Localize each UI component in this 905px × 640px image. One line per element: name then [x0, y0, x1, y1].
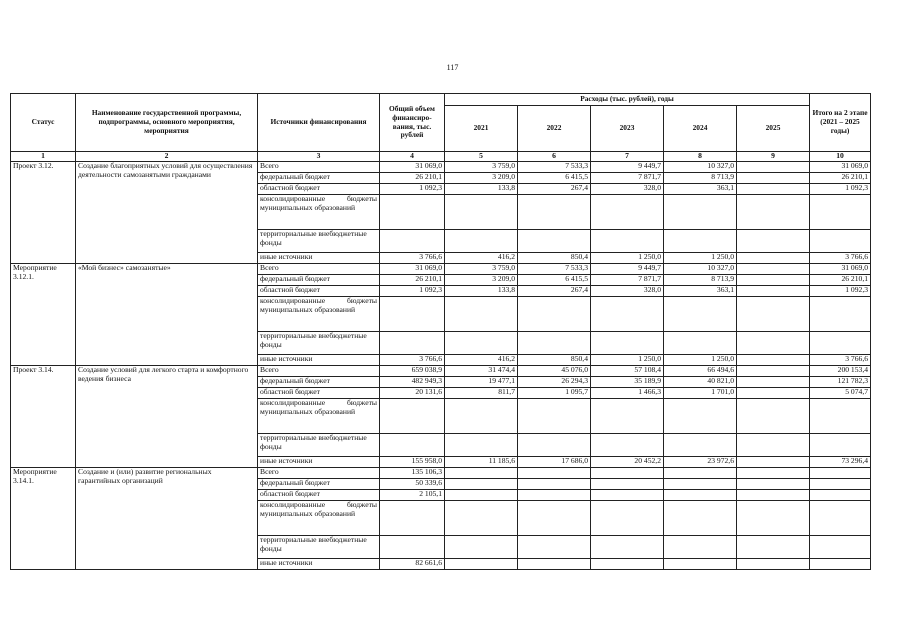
value-cell-y2022	[518, 468, 591, 479]
value-cell-y2024: 10 327,0	[664, 162, 737, 173]
column-number: 3	[258, 152, 380, 162]
value-cell-y2021	[445, 230, 518, 253]
value-cell-itogo: 1 092,3	[810, 184, 871, 195]
value-cell-y2021: 133,8	[445, 184, 518, 195]
value-cell-y2025	[737, 501, 810, 536]
value-cell-y2025	[737, 536, 810, 559]
header-year: 2021	[445, 106, 518, 152]
value-cell-itogo: 31 069,0	[810, 162, 871, 173]
column-number: 2	[76, 152, 258, 162]
value-cell-y2024: 1 701,0	[664, 388, 737, 399]
value-cell-total: 1 092,3	[380, 184, 445, 195]
value-cell-y2025	[737, 297, 810, 332]
value-cell-y2021: 31 474,4	[445, 366, 518, 377]
column-number: 1	[11, 152, 76, 162]
value-cell-total	[380, 501, 445, 536]
value-cell-y2021: 3 209,0	[445, 275, 518, 286]
value-cell-itogo	[810, 559, 871, 570]
value-cell-y2023: 328,0	[591, 286, 664, 297]
value-cell-y2022: 850,4	[518, 355, 591, 366]
header-year: 2022	[518, 106, 591, 152]
table-row	[11, 162, 871, 173]
value-cell-total: 26 210,1	[380, 275, 445, 286]
value-cell-total	[380, 434, 445, 457]
value-cell-itogo	[810, 195, 871, 230]
value-cell-y2022	[518, 195, 591, 230]
row-name: «Мой бизнес» самозанятые»	[76, 264, 258, 366]
row-status: Мероприятие 3.14.1.	[11, 468, 76, 570]
value-cell-itogo	[810, 230, 871, 253]
funding-source: Всего	[258, 366, 380, 377]
funding-source: иные источники	[258, 253, 380, 264]
value-cell-y2024	[664, 332, 737, 355]
value-cell-y2022	[518, 490, 591, 501]
column-number: 9	[737, 152, 810, 162]
value-cell-y2025	[737, 184, 810, 195]
funding-source: федеральный бюджет	[258, 479, 380, 490]
value-cell-y2025	[737, 479, 810, 490]
value-cell-y2023	[591, 297, 664, 332]
header-total: Общий объем финансиро-вания, тыс. рублей	[380, 94, 445, 152]
column-number: 7	[591, 152, 664, 162]
value-cell-total: 26 210,1	[380, 173, 445, 184]
table-body	[11, 162, 871, 570]
value-cell-itogo: 200 153,4	[810, 366, 871, 377]
page-number: 117	[446, 63, 459, 72]
value-cell-itogo: 31 069,0	[810, 264, 871, 275]
value-cell-y2021: 811,7	[445, 388, 518, 399]
value-cell-total: 659 038,9	[380, 366, 445, 377]
funding-source: территориальные внебюджетные фонды	[258, 230, 380, 253]
value-cell-y2021: 19 477,1	[445, 377, 518, 388]
funding-source: иные источники	[258, 559, 380, 570]
value-cell-y2022: 6 415,5	[518, 275, 591, 286]
value-cell-y2023: 7 871,7	[591, 275, 664, 286]
value-cell-itogo	[810, 332, 871, 355]
value-cell-itogo	[810, 297, 871, 332]
value-cell-y2022: 7 533,3	[518, 264, 591, 275]
value-cell-y2021: 416,2	[445, 355, 518, 366]
value-cell-y2023	[591, 399, 664, 434]
value-cell-y2025	[737, 332, 810, 355]
column-number: 10	[810, 152, 871, 162]
value-cell-itogo	[810, 490, 871, 501]
value-cell-total: 3 766,6	[380, 253, 445, 264]
value-cell-y2024: 363,1	[664, 184, 737, 195]
value-cell-total: 82 661,6	[380, 559, 445, 570]
value-cell-y2022: 17 686,0	[518, 457, 591, 468]
value-cell-y2025	[737, 286, 810, 297]
value-cell-y2021	[445, 479, 518, 490]
value-cell-y2022: 267,4	[518, 286, 591, 297]
value-cell-y2023: 7 871,7	[591, 173, 664, 184]
value-cell-y2022	[518, 332, 591, 355]
value-cell-y2024: 1 250,0	[664, 253, 737, 264]
column-number: 6	[518, 152, 591, 162]
value-cell-y2021: 3 759,0	[445, 162, 518, 173]
header-itogo: Итого на 2 этапе (2021 – 2025 годы)	[810, 94, 871, 152]
value-cell-itogo: 3 766,6	[810, 253, 871, 264]
value-cell-total: 31 069,0	[380, 162, 445, 173]
value-cell-y2021	[445, 195, 518, 230]
value-cell-y2024: 8 713,9	[664, 173, 737, 184]
value-cell-y2022: 45 076,0	[518, 366, 591, 377]
funding-source: территориальные внебюджетные фонды	[258, 332, 380, 355]
value-cell-y2024	[664, 559, 737, 570]
header-year: 2023	[591, 106, 664, 152]
value-cell-y2021	[445, 536, 518, 559]
value-cell-y2024	[664, 195, 737, 230]
value-cell-y2021	[445, 490, 518, 501]
value-cell-y2024: 1 250,0	[664, 355, 737, 366]
row-name: Создание условий для легкого старта и комфортного ведения бизнеса	[76, 366, 258, 468]
value-cell-total: 482 949,3	[380, 377, 445, 388]
funding-source: федеральный бюджет	[258, 377, 380, 388]
value-cell-y2022: 1 095,7	[518, 388, 591, 399]
value-cell-y2023	[591, 559, 664, 570]
value-cell-y2021	[445, 468, 518, 479]
value-cell-total: 20 131,6	[380, 388, 445, 399]
value-cell-y2024	[664, 399, 737, 434]
value-cell-y2021: 3 209,0	[445, 173, 518, 184]
value-cell-itogo: 3 766,6	[810, 355, 871, 366]
value-cell-y2025	[737, 275, 810, 286]
value-cell-itogo: 26 210,1	[810, 173, 871, 184]
header-name: Наименование государственной программы, подпрограммы, основного мероприятия, мероприятия	[76, 94, 258, 152]
value-cell-itogo: 1 092,3	[810, 286, 871, 297]
value-cell-y2021	[445, 297, 518, 332]
value-cell-total: 155 958,0	[380, 457, 445, 468]
value-cell-y2025	[737, 434, 810, 457]
value-cell-itogo	[810, 434, 871, 457]
value-cell-y2024	[664, 468, 737, 479]
funding-source: иные источники	[258, 457, 380, 468]
value-cell-total: 2 105,1	[380, 490, 445, 501]
value-cell-y2022: 6 415,5	[518, 173, 591, 184]
value-cell-y2025	[737, 377, 810, 388]
value-cell-total: 50 339,6	[380, 479, 445, 490]
value-cell-y2024: 66 494,6	[664, 366, 737, 377]
table-row	[11, 366, 871, 377]
value-cell-y2025	[737, 490, 810, 501]
header-status: Статус	[11, 94, 76, 152]
value-cell-y2023	[591, 501, 664, 536]
value-cell-total: 135 106,3	[380, 468, 445, 479]
funding-source: консолидированные бюджеты муниципальных образований	[258, 501, 380, 536]
value-cell-y2022: 850,4	[518, 253, 591, 264]
value-cell-total	[380, 399, 445, 434]
value-cell-y2022	[518, 559, 591, 570]
value-cell-y2024: 10 327,0	[664, 264, 737, 275]
funding-source: федеральный бюджет	[258, 275, 380, 286]
value-cell-y2023: 328,0	[591, 184, 664, 195]
table-row	[11, 468, 871, 479]
value-cell-y2022	[518, 501, 591, 536]
value-cell-itogo	[810, 479, 871, 490]
value-cell-y2022: 267,4	[518, 184, 591, 195]
funding-source: областной бюджет	[258, 184, 380, 195]
value-cell-itogo	[810, 399, 871, 434]
value-cell-y2025	[737, 162, 810, 173]
value-cell-y2024	[664, 501, 737, 536]
value-cell-y2021: 3 759,0	[445, 264, 518, 275]
value-cell-y2021: 133,8	[445, 286, 518, 297]
value-cell-y2024	[664, 490, 737, 501]
value-cell-y2023	[591, 536, 664, 559]
row-status: Мероприятие 3.12.1.	[11, 264, 76, 366]
value-cell-y2025	[737, 264, 810, 275]
value-cell-y2024	[664, 536, 737, 559]
value-cell-y2023	[591, 434, 664, 457]
value-cell-y2024: 8 713,9	[664, 275, 737, 286]
header-year: 2024	[664, 106, 737, 152]
value-cell-y2023	[591, 468, 664, 479]
value-cell-total	[380, 297, 445, 332]
value-cell-y2025	[737, 195, 810, 230]
funding-source: Всего	[258, 162, 380, 173]
value-cell-y2025	[737, 173, 810, 184]
funding-source: иные источники	[258, 355, 380, 366]
value-cell-itogo: 26 210,1	[810, 275, 871, 286]
value-cell-y2024	[664, 230, 737, 253]
value-cell-y2024: 23 972,6	[664, 457, 737, 468]
value-cell-y2023: 9 449,7	[591, 162, 664, 173]
column-numbers-row	[11, 152, 871, 162]
value-cell-total	[380, 195, 445, 230]
value-cell-y2024	[664, 434, 737, 457]
funding-source: федеральный бюджет	[258, 173, 380, 184]
value-cell-y2021: 416,2	[445, 253, 518, 264]
value-cell-y2022	[518, 399, 591, 434]
value-cell-y2025	[737, 253, 810, 264]
value-cell-y2021	[445, 434, 518, 457]
value-cell-y2022	[518, 479, 591, 490]
budget-table	[10, 93, 871, 570]
funding-source: областной бюджет	[258, 490, 380, 501]
value-cell-y2022	[518, 536, 591, 559]
value-cell-total	[380, 332, 445, 355]
value-cell-y2022	[518, 434, 591, 457]
funding-source: консолидированные бюджеты муниципальных образований	[258, 399, 380, 434]
value-cell-y2023	[591, 332, 664, 355]
header-year: 2025	[737, 106, 810, 152]
value-cell-total: 1 092,3	[380, 286, 445, 297]
column-number: 5	[445, 152, 518, 162]
value-cell-y2021	[445, 332, 518, 355]
row-name: Создание и (или) развитие региональных гарантийных организаций	[76, 468, 258, 570]
value-cell-y2023: 57 108,4	[591, 366, 664, 377]
value-cell-y2023	[591, 479, 664, 490]
funding-source: территориальные внебюджетные фонды	[258, 434, 380, 457]
row-status: Проект 3.12.	[11, 162, 76, 264]
value-cell-itogo	[810, 468, 871, 479]
value-cell-y2022	[518, 297, 591, 332]
value-cell-y2023: 1 250,0	[591, 253, 664, 264]
funding-source: областной бюджет	[258, 286, 380, 297]
funding-source: территориальные внебюджетные фонды	[258, 536, 380, 559]
value-cell-y2025	[737, 457, 810, 468]
funding-source: Всего	[258, 468, 380, 479]
value-cell-y2025	[737, 559, 810, 570]
value-cell-y2022: 7 533,3	[518, 162, 591, 173]
value-cell-y2025	[737, 399, 810, 434]
value-cell-y2024	[664, 479, 737, 490]
value-cell-y2021	[445, 399, 518, 434]
header-sources: Источники финансирования	[258, 94, 380, 152]
funding-source: консолидированные бюджеты муниципальных образований	[258, 195, 380, 230]
row-status: Проект 3.14.	[11, 366, 76, 468]
value-cell-y2021	[445, 501, 518, 536]
value-cell-total	[380, 230, 445, 253]
value-cell-y2023	[591, 230, 664, 253]
value-cell-itogo	[810, 536, 871, 559]
value-cell-y2022	[518, 230, 591, 253]
value-cell-total: 31 069,0	[380, 264, 445, 275]
value-cell-y2023	[591, 490, 664, 501]
value-cell-y2023: 1 466,3	[591, 388, 664, 399]
value-cell-y2025	[737, 468, 810, 479]
value-cell-y2022: 26 294,3	[518, 377, 591, 388]
value-cell-y2023: 35 189,9	[591, 377, 664, 388]
value-cell-y2023: 9 449,7	[591, 264, 664, 275]
value-cell-itogo: 121 782,3	[810, 377, 871, 388]
value-cell-y2023: 20 452,2	[591, 457, 664, 468]
value-cell-y2025	[737, 230, 810, 253]
funding-source: областной бюджет	[258, 388, 380, 399]
funding-source: консолидированные бюджеты муниципальных образований	[258, 297, 380, 332]
value-cell-itogo	[810, 501, 871, 536]
value-cell-itogo: 73 296,4	[810, 457, 871, 468]
value-cell-y2025	[737, 388, 810, 399]
value-cell-y2023	[591, 195, 664, 230]
row-name: Создание благоприятных условий для осуществления деятельности самозанятыми гражданами	[76, 162, 258, 264]
value-cell-y2024: 363,1	[664, 286, 737, 297]
column-number: 8	[664, 152, 737, 162]
column-number: 4	[380, 152, 445, 162]
table-row	[11, 264, 871, 275]
value-cell-y2024	[664, 297, 737, 332]
header-expenses: Расходы (тыс. рублей), годы	[445, 94, 810, 106]
funding-source: Всего	[258, 264, 380, 275]
value-cell-y2021: 11 185,6	[445, 457, 518, 468]
value-cell-y2025	[737, 355, 810, 366]
value-cell-y2021	[445, 559, 518, 570]
value-cell-y2024: 40 821,0	[664, 377, 737, 388]
value-cell-total	[380, 536, 445, 559]
value-cell-total: 3 766,6	[380, 355, 445, 366]
value-cell-itogo: 5 074,7	[810, 388, 871, 399]
value-cell-y2025	[737, 366, 810, 377]
value-cell-y2023: 1 250,0	[591, 355, 664, 366]
